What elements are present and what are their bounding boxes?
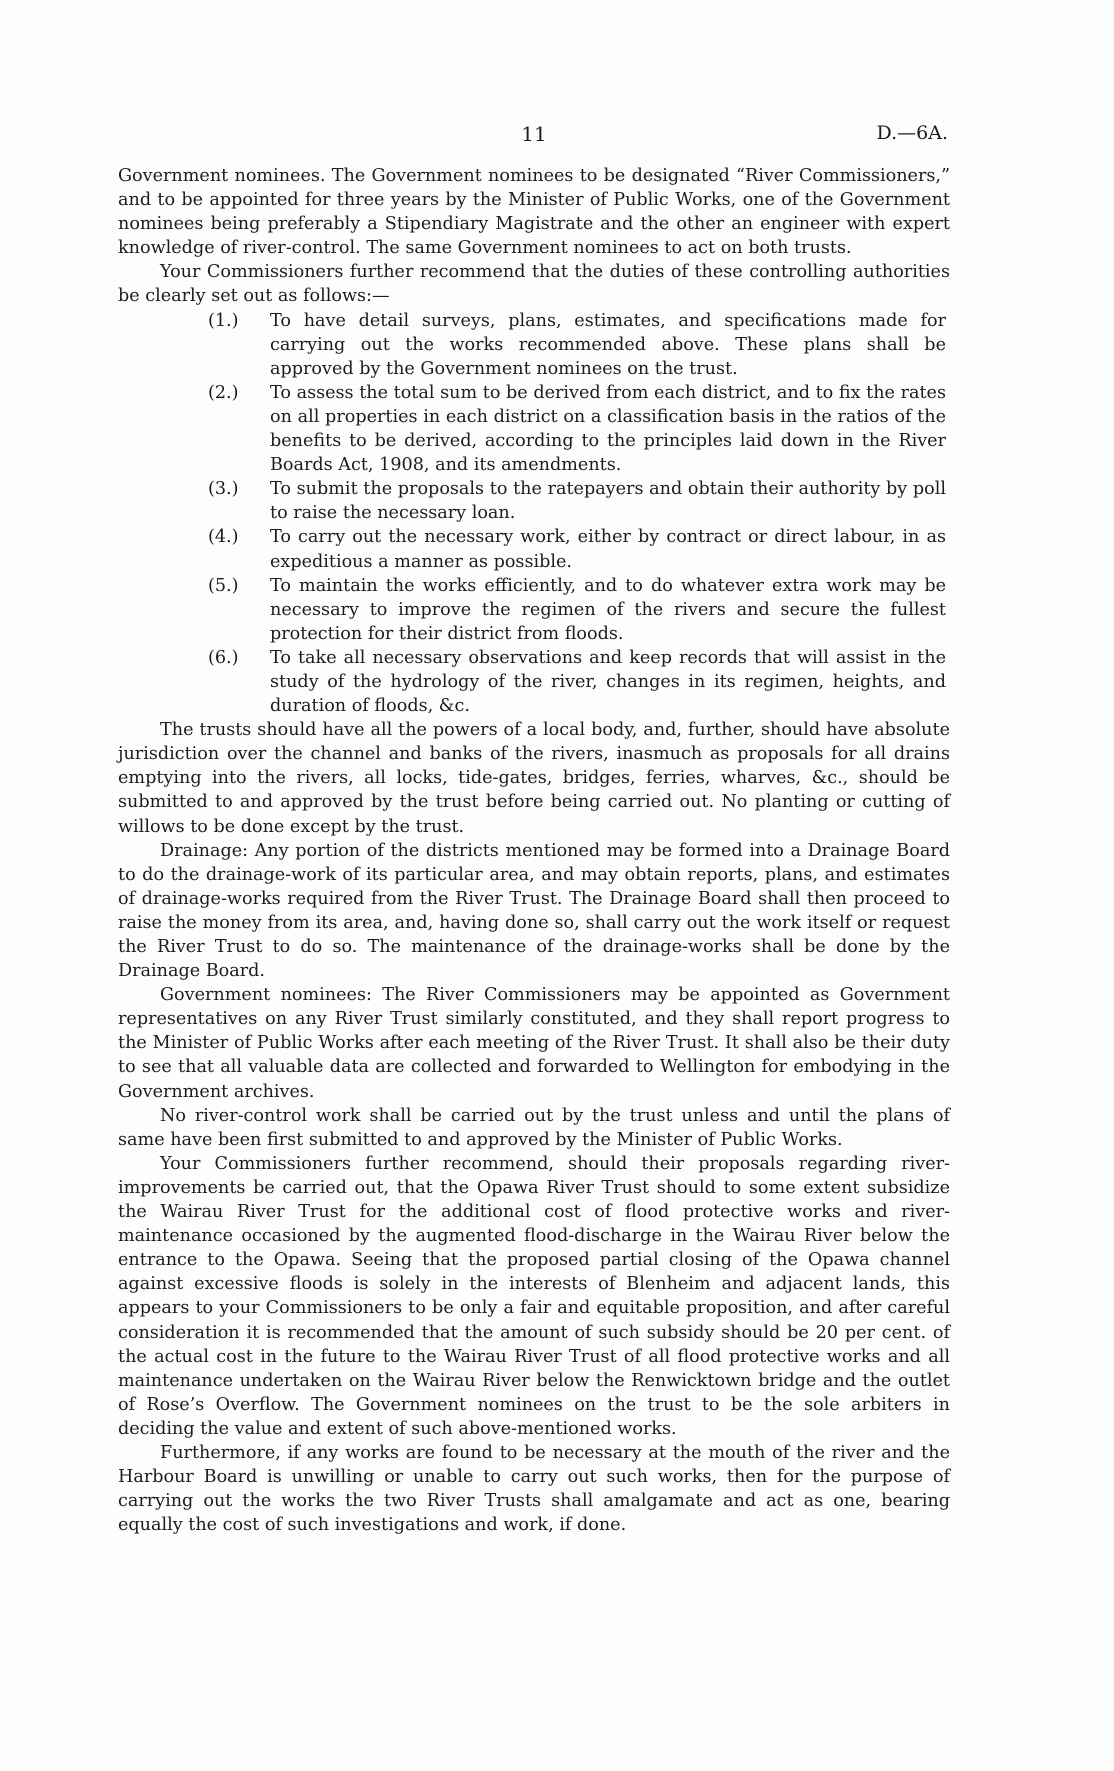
list-item-number: (2.): [208, 382, 239, 403]
paragraph-government-representatives: Government nominees: The River Commissioners may be appointed as Government representatives on any River Trust similarly constituted, and they shall report progress to the Minister of Public Works after each meeting of the River Trust. It shall also be their duty to see that all valuable data are collected and forwarded to Wellington for embodying in the Government archives.: [118, 985, 950, 1102]
list-item-number: (4.): [208, 527, 239, 548]
page-header: [120, 122, 948, 152]
paragraph-government-nominees: Government nominees. The Government nominees to be designated “River Commissioners,” and to be appointed for three years by the Minister of Public Works, one of the Government nominees being preferably a Stipendiary Magistrate and the other an engineer with expert knowledge of river-control. The same Government nominees to act on both trusts.: [118, 166, 950, 259]
paragraph-river-mouth-works: Furthermore, if any works are found to be necessary at the mouth of the river and the Harbour Board is unwilling or unable to carry out such works, then for the purpose of carrying out the works the two River Trusts shall amalgamate and act as one, bearing equally the cost of such investigations and work, if done.: [118, 1442, 950, 1536]
paragraph-subsidy-recommendation: Your Commissioners further recommend, should their proposals regarding river-improvements be carried out, that the Opawa River Trust should to some extent subsidize the Wairau River Trust for the additional cost of flood protective works and river-maintenance occasioned by the augmented flood-discharge in the Wairau River below the entrance to the Opawa. Seeing that the proposed partial closing of the Opawa channel against excessive floods is solely in the interests of Blenheim and adjacent lands, this appears to your Commissioners to be only a fair and equitable proposition, and after careful consideration it is recommended that the amount of such subsidy should be 20 per cent. of the actual cost in the future to the Wairau River Trust of all flood protective works and all maintenance undertaken on the Wairau River below the Renwicktown bridge and the outlet of Rose’s Overflow. The Government nominees on the trust to be the sole arbiters in deciding the value and extent of such above-mentioned works.: [118, 1153, 950, 1439]
list-item: [118, 646, 950, 718]
list-item-text: To carry out the necessary work, either by contract or direct labour, in as expeditious a manner as possible.: [270, 527, 946, 572]
paragraph-duties-intro: Your Commissioners further recommend that the duties of these controlling authorities be clearly set out as follows:—: [118, 262, 950, 307]
list-item: [118, 309, 950, 381]
paragraph-river-control-approval: No river-control work shall be carried out by the trust unless and until the plans of same have been first submitted to and approved by the Minister of Public Works.: [118, 1105, 950, 1150]
list-item: [118, 477, 950, 525]
list-item: [118, 574, 950, 646]
list-item: [118, 525, 950, 573]
list-item-text: To assess the total sum to be derived from each district, and to fix the rates on all properties in each district on a classification basis in the ratios of the benefits to be derived, according to the principles laid down in the River Boards Act, 1908, and its amendments.: [270, 382, 946, 476]
list-item: [118, 381, 950, 477]
document-body: [118, 164, 950, 1537]
list-item-number: (6.): [208, 647, 239, 668]
list-item-number: (3.): [208, 479, 239, 500]
list-item-text: To maintain the works efficiently, and to do whatever extra work may be necessary to improve the regimen of the rivers and secure the fullest protection for their district from floods.: [270, 575, 946, 644]
paragraph-trust-powers: The trusts should have all the powers of a local body, and, further, should have absolute jurisdiction over the channel and banks of the rivers, inasmuch as proposals for all drains emptying into the rivers, all locks, tide-gates, bridges, ferries, wharves, &c., should be submitted to and approved by the trust before being carried out. No planting or cutting of willows to be done except by the trust.: [118, 720, 950, 837]
list-item-number: (5.): [208, 575, 239, 596]
list-item-text: To submit the proposals to the ratepayers and obtain their authority by poll to raise the necessary loan.: [270, 479, 946, 524]
document-reference: D.—6A.: [876, 122, 948, 144]
list-item-number: (1.): [208, 310, 239, 331]
paragraph-drainage: Drainage: Any portion of the districts mentioned may be formed into a Drainage Board to do the drainage-work of its particular area, and may obtain reports, plans, and estimates of drainage-works required from the River Trust. The Drainage Board shall then proceed to raise the money from its area, and, having done so, shall carry out the work itself or request the River Trust to do so. The maintenance of the drainage-works shall be done by the Drainage Board.: [118, 840, 950, 982]
duties-list: [118, 309, 950, 719]
list-item-text: To have detail surveys, plans, estimates, and specifications made for carrying out the works recommended above. These plans shall be approved by the Government nominees on the trust.: [270, 310, 946, 379]
list-item-text: To take all necessary observations and keep records that will assist in the study of the hydrology of the river, changes in its regimen, heights, and duration of floods, &c.: [270, 647, 946, 717]
page-number: 11: [521, 122, 547, 146]
